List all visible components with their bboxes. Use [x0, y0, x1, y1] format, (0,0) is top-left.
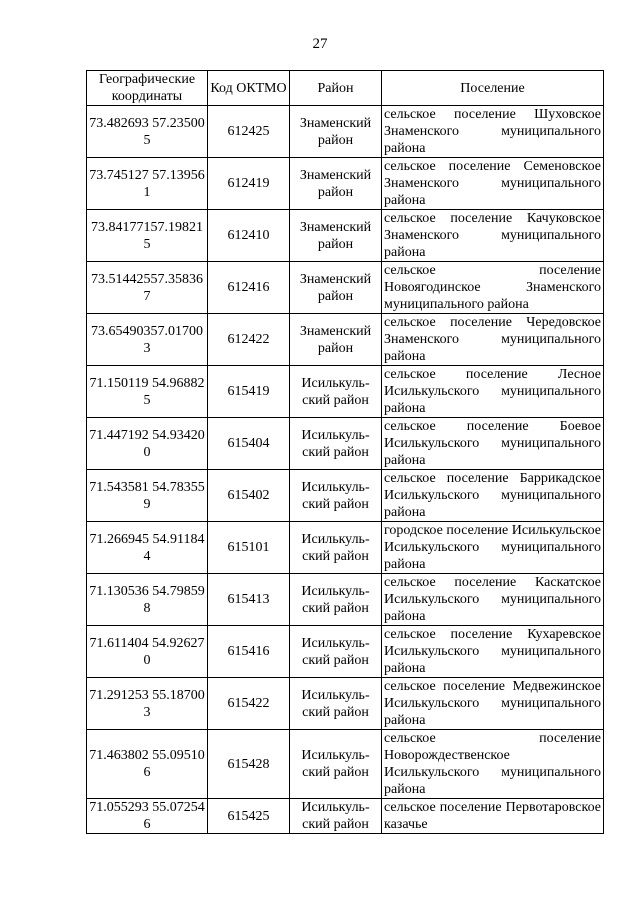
table-row [87, 522, 604, 574]
cell-district: Исилькуль-ский район [290, 678, 382, 730]
cell-code: 615413 [208, 574, 290, 626]
cell-settlement: сельское поселение Баррикадское Исилькульского муниципального района [382, 470, 604, 522]
cell-code: 612422 [208, 314, 290, 366]
table-row [87, 470, 604, 522]
cell-district: Исилькуль-ский район [290, 799, 382, 834]
cell-settlement: сельское поселение Каскатское Исилькульского муниципального района [382, 574, 604, 626]
cell-coords: 71.543581 54.783559 [87, 470, 208, 522]
cell-coords: 71.447192 54.934200 [87, 418, 208, 470]
cell-coords: 71.291253 55.187003 [87, 678, 208, 730]
table-row [87, 210, 604, 262]
table-row [87, 418, 604, 470]
cell-coords: 71.130536 54.798598 [87, 574, 208, 626]
table-row [87, 158, 604, 210]
header-settlement: Поселение [382, 71, 604, 106]
cell-coords: 73.84177157.198215 [87, 210, 208, 262]
cell-district: Исилькуль-ский район [290, 418, 382, 470]
cell-settlement: сельское поселение Первотаровское казачье [382, 799, 604, 834]
table-row [87, 314, 604, 366]
page-number: 27 [312, 36, 328, 52]
cell-settlement: сельское поселение Новоягодинское Знаменского муниципального района [382, 262, 604, 314]
cell-code: 612410 [208, 210, 290, 262]
cell-settlement: сельское поселение Шуховское Знаменского муниципального района [382, 106, 604, 158]
cell-code: 615425 [208, 799, 290, 834]
cell-district: Исилькуль-ский район [290, 366, 382, 418]
cell-district: Знаменский район [290, 314, 382, 366]
cell-coords: 71.055293 55.072546 [87, 799, 208, 834]
cell-district: Знаменский район [290, 262, 382, 314]
cell-code: 615422 [208, 678, 290, 730]
cell-code: 615404 [208, 418, 290, 470]
cell-coords: 73.51442557.358367 [87, 262, 208, 314]
cell-coords: 71.150119 54.968825 [87, 366, 208, 418]
header-district: Район [290, 71, 382, 106]
cell-district: Знаменский район [290, 158, 382, 210]
table-row [87, 730, 604, 799]
cell-settlement: сельское поселение Боевое Исилькульского муниципального района [382, 418, 604, 470]
cell-coords: 73.482693 57.235005 [87, 106, 208, 158]
cell-code: 612416 [208, 262, 290, 314]
table-row [87, 799, 604, 834]
cell-district: Исилькуль-ский район [290, 574, 382, 626]
cell-code: 615419 [208, 366, 290, 418]
cell-coords: 71.266945 54.911844 [87, 522, 208, 574]
table-row [87, 574, 604, 626]
cell-code: 612419 [208, 158, 290, 210]
cell-settlement: сельское поселение Чередовское Знаменского муниципального района [382, 314, 604, 366]
cell-settlement: сельское поселение Семеновское Знаменского муниципального района [382, 158, 604, 210]
table-row [87, 262, 604, 314]
cell-code: 612425 [208, 106, 290, 158]
table-row [87, 366, 604, 418]
cell-district: Исилькуль-ский район [290, 626, 382, 678]
cell-code: 615402 [208, 470, 290, 522]
cell-coords: 73.745127 57.139561 [87, 158, 208, 210]
cell-coords: 73.65490357.017003 [87, 314, 208, 366]
cell-district: Исилькуль-ский район [290, 470, 382, 522]
cell-coords: 71.611404 54.926270 [87, 626, 208, 678]
header-code: Код ОКТМО [208, 71, 290, 106]
settlements-table [86, 70, 604, 834]
cell-code: 615428 [208, 730, 290, 799]
cell-code: 615101 [208, 522, 290, 574]
table-row [87, 626, 604, 678]
cell-district: Знаменский район [290, 106, 382, 158]
cell-settlement: сельское поселение Медвежинское Исилькульского муниципального района [382, 678, 604, 730]
cell-coords: 71.463802 55.095106 [87, 730, 208, 799]
table-header-row [87, 71, 604, 106]
cell-district: Исилькуль-ский район [290, 522, 382, 574]
table-row [87, 106, 604, 158]
header-coords: Географические координаты [87, 71, 208, 106]
cell-settlement: сельское поселение Качуковское Знаменского муниципального района [382, 210, 604, 262]
cell-settlement: сельское поселение Лесное Исилькульского муниципального района [382, 366, 604, 418]
cell-settlement: городское поселение Исилькульское Исилькульского муниципального района [382, 522, 604, 574]
cell-district: Знаменский район [290, 210, 382, 262]
cell-settlement: сельское поселение Кухаревское Исилькульского муниципального района [382, 626, 604, 678]
cell-district: Исилькуль-ский район [290, 730, 382, 799]
table-row [87, 678, 604, 730]
cell-settlement: сельское поселение Новорождественское Исилькульского муниципального района [382, 730, 604, 799]
cell-code: 615416 [208, 626, 290, 678]
